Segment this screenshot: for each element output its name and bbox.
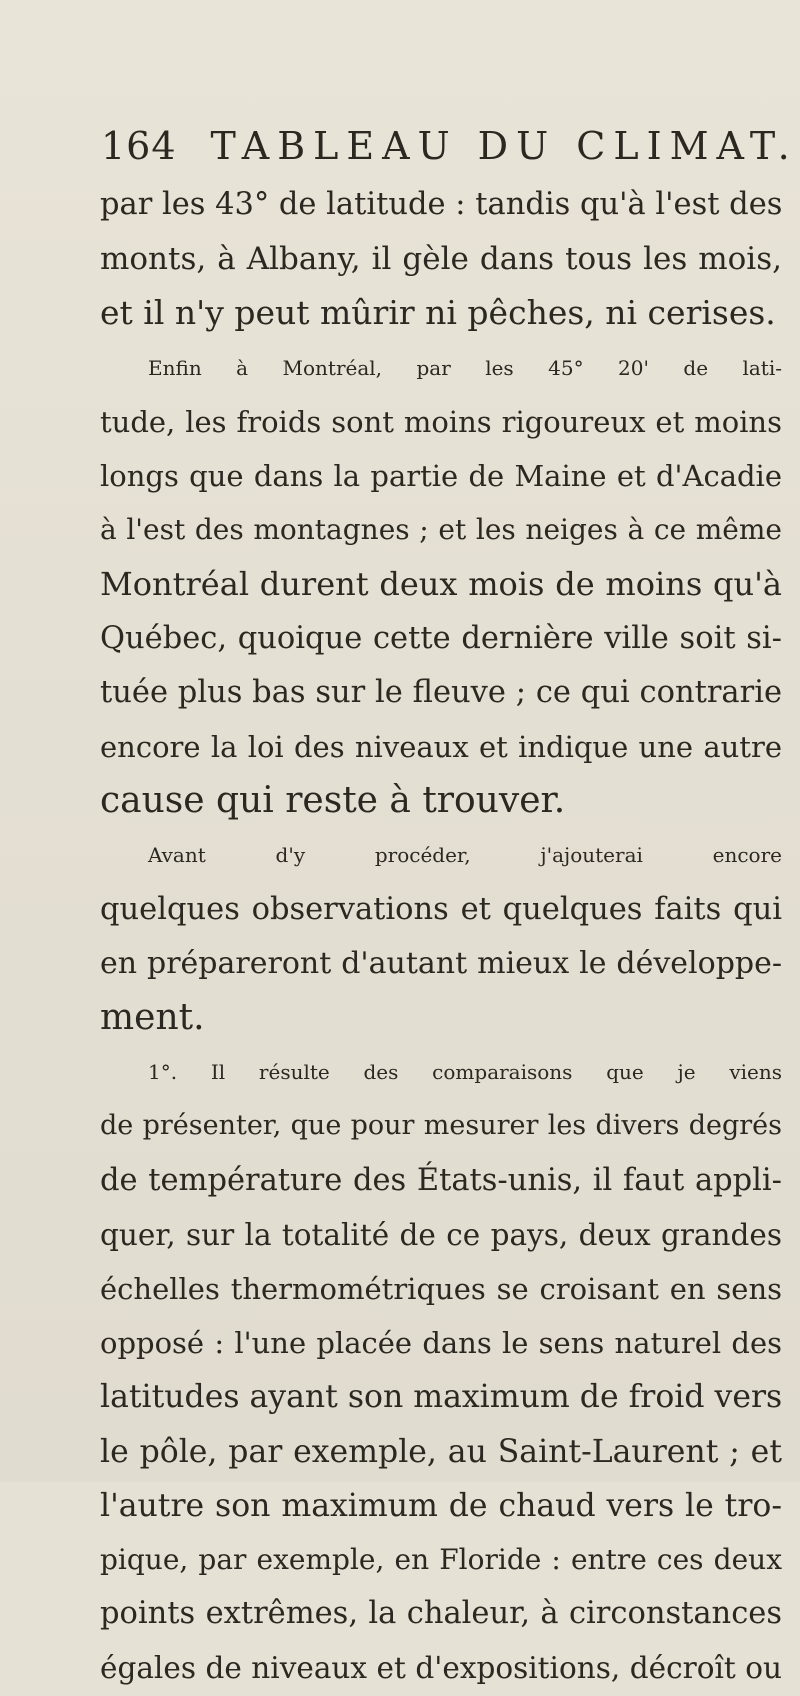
text-line: longs que dans la partie de Maine et d'Acadie	[100, 459, 782, 494]
paragraph-1	[100, 178, 782, 341]
running-title: TABLEAU DU CLIMAT.	[210, 124, 798, 168]
text-line: par les 43° de latitude : tandis qu'à l'est des	[100, 187, 783, 222]
text-line: Montréal durent deux mois de moins qu'à	[100, 565, 782, 604]
text-line: à l'est des montagnes ; et les neiges à ce même	[100, 513, 782, 547]
running-header	[101, 124, 798, 168]
text-line: et il n'y peut mûrir ni pêches, ni cerises.	[100, 293, 776, 333]
text-line: quer, sur la totalité de ce pays, deux grandes	[100, 1217, 782, 1252]
text-line: 1°. Il résulte des comparaisons que je viens	[148, 1060, 782, 1085]
text-line: opposé : l'une placée dans le sens naturel des	[100, 1326, 782, 1361]
text-line: de température des États-unis, il faut appli-	[100, 1162, 782, 1198]
text-line: monts, à Albany, il gèle dans tous les mois,	[100, 241, 782, 278]
text-line: tude, les froids sont moins rigoureux et moins	[100, 404, 782, 439]
text-line: latitudes ayant son maximum de froid vers	[100, 1379, 783, 1416]
text-line: en prépareront d'autant mieux le développe-	[100, 945, 782, 981]
paragraph-4	[100, 1045, 782, 1695]
text-line: égales de niveaux et d'expositions, décroît ou	[100, 1651, 782, 1686]
paragraph-3	[100, 828, 782, 1045]
text-line: Avant d'y procéder, j'ajouterai encore	[148, 843, 782, 868]
text-line: tuée plus bas sur le fleuve ; ce qui contrarie	[100, 674, 782, 710]
text-line: pique, par exemple, en Floride : entre ces deux	[100, 1543, 782, 1577]
text-line: l'autre son maximum de chaud vers le tro-	[100, 1487, 782, 1524]
paragraph-2	[100, 341, 782, 829]
text-line: cause qui reste à trouver.	[100, 780, 566, 822]
text-line: points extrêmes, la chaleur, à circonstances	[100, 1596, 782, 1632]
text-line: le pôle, par exemple, au Saint-Laurent ; et	[100, 1433, 782, 1470]
text-line: Québec, quoique cette dernière ville soit si-	[100, 620, 782, 656]
body-text	[100, 178, 782, 1696]
text-line: Enfin à Montréal, par les 45° 20' de lati-	[148, 355, 782, 380]
text-line: encore la loi des niveaux et indique une autre	[100, 730, 782, 765]
text-line: quelques observations et quelques faits qui	[100, 891, 782, 927]
text-line: de présenter, que pour mesurer les divers degrés	[100, 1110, 782, 1142]
page-number: 164	[101, 124, 177, 168]
text-line: échelles thermométriques se croisant en sens	[100, 1272, 782, 1307]
text-line: ment.	[100, 997, 205, 1039]
